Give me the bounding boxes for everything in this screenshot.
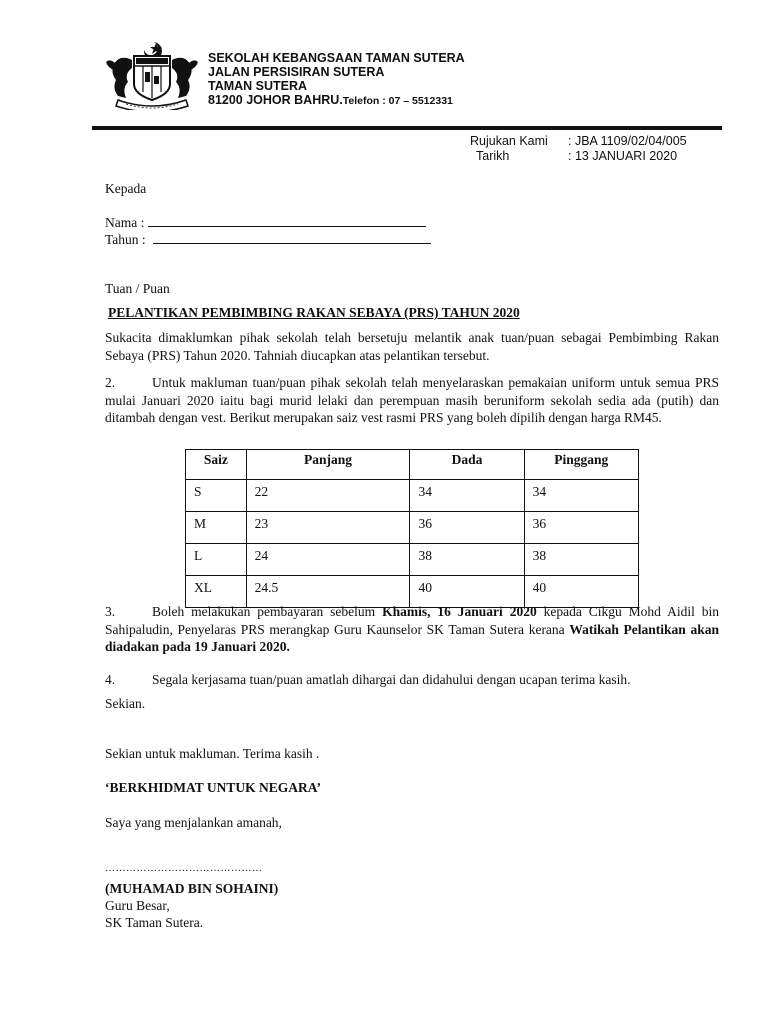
salutation: Tuan / Puan (105, 281, 170, 296)
nama-label: Nama : (105, 215, 145, 230)
table-header-row (186, 450, 639, 480)
table-cell: 38 (410, 544, 524, 576)
tarikh-value: : 13 JANUARI 2020 (568, 149, 678, 163)
table-cell: 23 (246, 512, 410, 544)
table-cell: 24.5 (246, 576, 410, 608)
table-header: Dada (410, 450, 524, 480)
tahun-label: Tahun : (105, 232, 146, 247)
tarikh-label: Tarikh (476, 149, 510, 163)
table-header: Pinggang (524, 450, 638, 480)
telephone: Telefon : 07 – 5512331 (342, 95, 453, 107)
kepada-label: Kepada (105, 181, 147, 196)
table-cell: 40 (410, 576, 524, 608)
letterhead-text (208, 51, 465, 108)
closing-text: Sekian untuk makluman. Terima kasih . (105, 746, 320, 761)
paragraph-3-watikah: Watikah Pelantikan akan diadakan pada 19 Januari 2020. (105, 621, 720, 654)
table-cell: 38 (524, 544, 638, 576)
school-address-line2: TAMAN SUTERA (208, 79, 308, 93)
saya-text: Saya yang menjalankan amanah, (105, 815, 282, 830)
table-cell: 22 (246, 480, 410, 512)
table-header: Saiz (186, 450, 247, 480)
motto: ‘BERKHIDMAT UNTUK NEGARA’ (105, 780, 322, 795)
paragraph-4-number: 4. (105, 672, 116, 687)
paragraph-3 (105, 603, 719, 656)
paragraph-2 (105, 374, 719, 427)
table-cell: 24 (246, 544, 410, 576)
signatory-school: SK Taman Sutera. (105, 915, 204, 930)
table-cell: L (186, 544, 247, 576)
table-cell: XL (186, 576, 247, 608)
malaysia-coat-of-arms-icon (104, 40, 200, 110)
paragraph-4-text: Segala kerjasama tuan/puan amatlah dihargai dan didahului dengan ucapan terima kasih. (152, 672, 631, 687)
signatory-title: Guru Besar, (105, 898, 170, 913)
letter-subject: PELANTIKAN PEMBIMBING RAKAN SEBAYA (PRS) TAHUN 2020 (108, 305, 520, 320)
paragraph-4 (105, 671, 719, 689)
table-row (186, 544, 639, 576)
nama-blank-line (148, 213, 426, 227)
paragraph-3-date: Khamis, 16 Januari 2020 (382, 604, 537, 619)
paragraph-2-text: Untuk makluman tuan/puan pihak sekolah telah menyelaraskan pemakaian uniform untuk semua PRS mulai Januari 2020 iaitu bagi murid lelaki dan perempuan masih beruniform sekolah sedia ada (putih) dan ditambah dengan vest. Berikut merupakan saiz vest rasmi PRS yang boleh dipilih dengan harga RM45. (105, 375, 719, 425)
table-row (186, 480, 639, 512)
letterhead-divider (92, 126, 722, 130)
school-address-line3 (208, 93, 465, 108)
reference-block (470, 134, 687, 164)
table-cell: 34 (524, 480, 638, 512)
sekian-text: Sekian. (105, 696, 146, 711)
signatory-name: (MUHAMAD BIN SOHAINI) (105, 881, 279, 896)
signature-line: ……………………………………… (105, 863, 263, 874)
paragraph-3-number: 3. (105, 604, 116, 619)
table-cell: S (186, 480, 247, 512)
paragraph-3-text-a: Boleh melakukan pembayaran sebelum (152, 604, 383, 619)
tahun-field (105, 230, 431, 248)
nama-field (105, 213, 426, 231)
rujukan-value: : JBA 1109/02/04/005 (568, 134, 687, 148)
table-row (186, 512, 639, 544)
school-name: SEKOLAH KEBANGSAAN TAMAN SUTERA (208, 51, 465, 65)
table-cell: 34 (410, 480, 524, 512)
table-cell: M (186, 512, 247, 544)
table-cell: 40 (524, 576, 638, 608)
table-header: Panjang (246, 450, 410, 480)
table-cell: 36 (410, 512, 524, 544)
table-cell: 36 (524, 512, 638, 544)
rujukan-label: Rujukan Kami (470, 134, 548, 148)
paragraph-2-number: 2. (105, 375, 116, 390)
postcode-city: 81200 JOHOR BAHRU. (208, 93, 343, 107)
paragraph-3-text-b: kepada Cikgu Mohd Aidil bin Sahipaludin, Penyelaras PRS merangkap Guru Kaunselor SK Taman Sutera kerana (105, 604, 719, 637)
school-address-line1: JALAN PERSISIRAN SUTERA (208, 65, 385, 79)
paragraph-1: Sukacita dimaklumkan pihak sekolah telah bersetuju melantik anak tuan/puan sebagai Pembimbing Rakan Sebaya (PRS) Tahun 2020. Tahniah diucapkan atas pelantikan tersebut. (105, 330, 719, 363)
tahun-blank-line (153, 230, 431, 244)
vest-size-table (185, 449, 639, 608)
